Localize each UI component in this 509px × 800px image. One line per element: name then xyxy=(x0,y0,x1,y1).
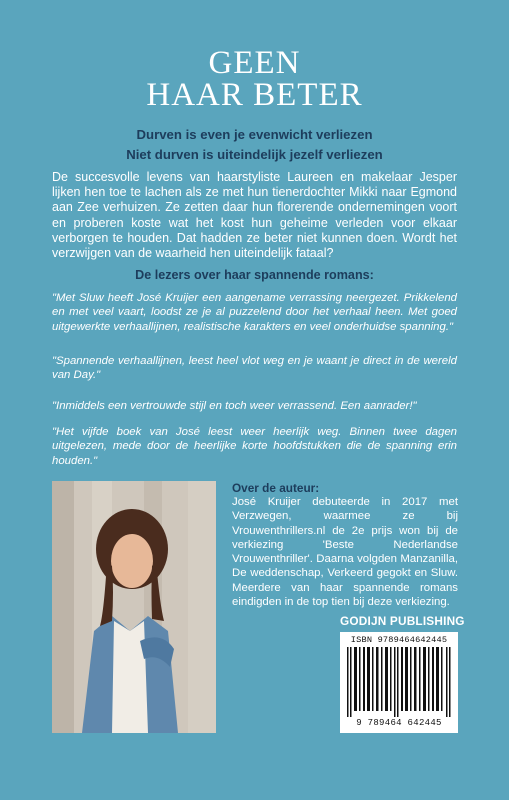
tagline-line2: Niet durven is uiteindelijk jezelf verliezen xyxy=(126,147,383,162)
author-heading: Over de auteur: xyxy=(232,481,320,495)
author-bio: José Kruijer debuteerde in 2017 met Verzwegen, waarmee ze bij Vrouwenthrillers.nl de 2e prijs won bij de verkiezing 'Beste Nederlandse Vrouwenthriller'. Daarna volgden Manzanilla, De weddenschap, Verkeerd gegokt en Sluw. Meerdere van haar spannende romans eindigden in de top tien bij deze verkiezing. xyxy=(232,496,458,609)
review-quote: "Spannende verhaallijnen, leest heel vlot weg en je waant je direct in de wereld van Day." xyxy=(52,355,457,382)
reviews-heading: De lezers over haar spannende romans: xyxy=(135,268,374,282)
isbn-label: ISBN 9789464642445 xyxy=(350,635,448,645)
tagline xyxy=(0,125,509,165)
barcode-bars xyxy=(345,647,453,717)
book-title-line1: GEEN xyxy=(208,45,301,81)
author-photo xyxy=(52,481,216,733)
publisher-name: GODIJN PUBLISHING xyxy=(340,614,465,628)
review-quote: "Inmiddels een vertrouwde stijl en toch weer verrassend. Een aanrader!" xyxy=(52,400,417,412)
barcode-digits: 9 789464 642445 xyxy=(356,718,442,728)
review-quote: "Het vijfde boek van José leest weer heerlijk weg. Binnen twee dagen uitgelezen, mede door de heerlijke korte hoofdstukken die de spanning erin houden." xyxy=(52,426,457,467)
tagline-line1: Durven is even je evenwicht verliezen xyxy=(136,127,373,142)
book-title-line2: HAAR BETER xyxy=(146,77,363,113)
blurb-paragraph: De succesvolle levens van haarstyliste Laureen en makelaar Jesper lijken hen toe te lachen als ze met hun tienerdochter Mikki naar Egmond aan Zee verhuizen. Ze zetten daar hun florerende ondernemingen voort en proberen koste wat het kost hun geheime verleden voor elkaar verborgen te houden. Dat hadden ze beter niet kunnen doen. Wordt het verzwijgen van de waarheid hen uiteindelijk fataal? xyxy=(52,170,457,261)
review-quote: "Met Sluw heeft José Kruijer een aangename verrassing neergezet. Prikkelend en met veel vaart, loodst ze je al puzzelend door het verhaal heen. Met goed uitgewerkte verhaallijnen, realistische karakters en veel onderhuidse spanning." xyxy=(52,292,457,333)
isbn-barcode xyxy=(340,632,458,733)
